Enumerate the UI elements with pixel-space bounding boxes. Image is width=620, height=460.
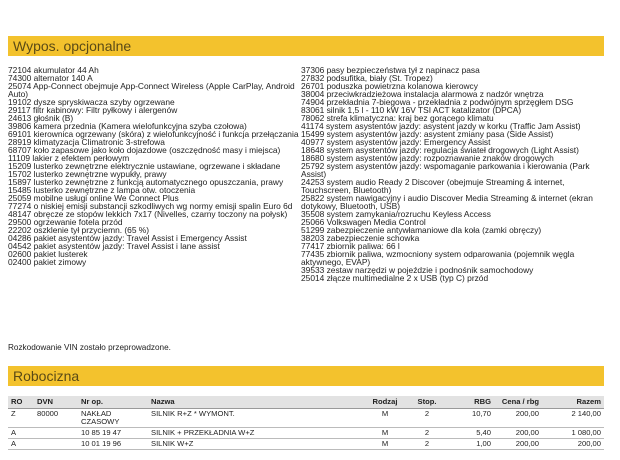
option-item: 38004 przeciwkradzieżowa instalacja alarmowa z nadzór wnętrza [301,89,544,99]
table-row [8,409,604,428]
option-item: 83061 silnik 1,5 l - 110 kW 16V TSI ACT katalizator (DPCA) [301,105,522,115]
option-item: 02400 pakiet zimowy [8,257,87,267]
option-item: 15897 lusterko zewnętrzne z funkcją automatycznego opuszczania, prawy [8,177,284,187]
col-type: Rodzaj [364,396,406,409]
option-item: 77417 zbiornik paliwa: 66 l [301,241,400,251]
labour-table-header-row [8,396,604,409]
cell-op-number: 10 85 19 47 [78,428,148,439]
option-item: 15485 lusterko zewnętrzne z lampa otw. otoczenia [8,185,196,195]
option-item: 15499 system asystentów jazdy: asystent zmiany pasa (Side Assist) [301,129,554,139]
labour-table [8,396,604,450]
cell-ro: A [8,439,34,450]
option-item: 77274 o niskiej emisji substancji szkodliwych wg normy emisji spalin Euro 6d [8,201,293,211]
option-item: 51299 zabezpieczenie antywłamaniowe dla koła (zamki obręczy) [301,225,542,235]
option-item: 25059 mobilne usługi online We Connect Plus [8,193,179,203]
labour-header: Robocizna [8,366,604,386]
cell-rbg: 1,00 [448,439,494,450]
table-row [8,439,604,450]
cell-level: 2 [406,428,448,439]
col-ro: RO [8,396,34,409]
cell-total: 1 080,00 [542,428,604,439]
cell-level: 2 [406,439,448,450]
col-rate: Cena / rbg [494,396,542,409]
col-dvn: DVN [34,396,78,409]
cell-dvn [34,439,78,450]
option-item: 25074 App-Connect obejmuje App-Connect Wireless (Apple CarPlay, Android Auto) [8,81,295,99]
option-item: 27832 podsufitka, biały (St. Tropez) [301,73,433,83]
cell-level: 2 [406,409,448,428]
cell-op-number: 10 01 19 96 [78,439,148,450]
option-item: 74300 alternator 140 A [8,73,93,83]
cell-name: SILNIK W+Z [148,439,364,450]
option-item: 37306 pasy bezpieczeństwa tył z napinacz pasa [301,65,480,75]
cell-op-number: NAKŁAD CZASOWY [78,409,148,428]
option-item: 48147 obręcze ze stopów lekkich 7x17 (Nivelles, czarny toczony na połysk) [8,209,288,219]
option-item: 68707 koło zapasowe jako koło dojazdowe (oszczędność masy i miejsca) [8,145,281,155]
option-item: 28919 klimatyzacja Climatronic 3-strefowa [8,137,165,147]
col-level: Stop. [406,396,448,409]
option-item: 02600 pakiet lusterek [8,249,88,259]
cell-total: 2 140,00 [542,409,604,428]
option-item: 77435 zbiornik paliwa, wzmocniony system odparowania (pojemnik węgla aktywnego, EVAP) [301,249,575,267]
option-item: 25066 Volkswagen Media Control [301,217,426,227]
cell-rbg: 10,70 [448,409,494,428]
cell-name: SILNIK + PRZEKŁADNIA W+Z [148,428,364,439]
option-item: 24613 głośnik (B) [8,113,74,123]
vin-decoded-note: Rozkodowanie VIN zostało przeprowadzone. [8,343,171,352]
cell-ro: Z [8,409,34,428]
option-item: 04286 pakiet asystentów jazdy: Travel Assist i Emergency Assist [8,233,247,243]
option-item: 15702 lusterko zewnętrzne wypukły, prawy [8,169,167,179]
option-item: 18648 system asystentów jazdy: regulacja świateł drogowych (Light Assist) [301,145,579,155]
cell-type: M [364,439,406,450]
option-item: 25014 złącze multimedialne 2 x USB (typ C) przód [301,273,489,283]
cell-dvn [34,428,78,439]
option-item: 78062 strefa klimatyczna: kraj bez gorącego klimatu [301,113,494,123]
options-left-column [8,66,300,266]
cell-rate: 200,00 [494,428,542,439]
cell-dvn: 80000 [34,409,78,428]
option-item: 38203 zabezpieczenie schowka [301,233,420,243]
option-item: 72104 akumulator 44 Ah [8,65,99,75]
option-item: 19102 dysze spryskiwacza szyby ogrzewane [8,97,175,107]
option-item: 74904 przekładnia 7-biegowa - przekładnia z podwójnym sprzęgłem DSG [301,97,574,107]
cell-rate: 200,00 [494,439,542,450]
option-item: 25822 system nawigacyjny i audio Discover Media Streaming & internet (ekran dotykowy, Bluetooth, USB) [301,193,593,211]
option-item: 69101 kierownica ogrzewany (skóra) z wielofunkcyjność i funkcja przełączania [8,129,299,139]
optional-equipment-header: Wypos. opcjonalne [8,36,604,56]
options-right-column [301,66,593,282]
option-item: 40977 system asystentów jazdy: Emergency Assist [301,137,491,147]
cell-rate: 200,00 [494,409,542,428]
option-item: 41174 system asystentów jazdy: asystent jazdy w korku (Traffic Jam Assist) [301,121,581,131]
cell-total: 200,00 [542,439,604,450]
option-item: 22202 oszklenie tył przyciemn. (65 %) [8,225,150,235]
col-rbg: RBG [448,396,494,409]
option-item: 26701 poduszka powietrzna kolanowa kierowcy [301,81,478,91]
option-item: 24253 system audio Ready 2 Discover (obejmuje Streaming & internet, Touchscreen, Bluetooth) [301,177,565,195]
option-item: 11109 lakier z efektem perłowym [8,153,130,163]
col-total: Razem [542,396,604,409]
option-item: 18680 system asystentów jazdy: rozpoznawanie znaków drogowych [301,153,554,163]
option-item: 29500 ogrzewanie fotela przód [8,217,123,227]
option-item: 25792 system asystentów jazdy: wspomaganie parkowania i kierowania (Park Assist) [301,161,590,179]
col-name: Nazwa [148,396,364,409]
cell-type: M [364,409,406,428]
col-op-number: Nr op. [78,396,148,409]
option-item: 39533 zestaw narzędzi w pojeździe i podnośnik samochodowy [301,265,534,275]
cell-type: M [364,428,406,439]
option-item: 29117 filtr kabinowy: Filtr pyłkowy i alergenów [8,105,178,115]
option-item: 35508 system zamykania/rozruchu Keyless Access [301,209,491,219]
cell-name: SILNIK R+Z * WYMONT. [148,409,364,428]
option-item: 15209 lusterko zewnętrzne elektrycznie ustawiane, ogrzewane i składane [8,161,281,171]
cell-ro: A [8,428,34,439]
option-item: 39806 kamera przednia (Kamera wielofunkcyjna szyba czołowa) [8,121,247,131]
cell-rbg: 5,40 [448,428,494,439]
option-item: 04542 pakiet asystentów jazdy: Travel Assist i lane assist [8,241,220,251]
table-row [8,428,604,439]
